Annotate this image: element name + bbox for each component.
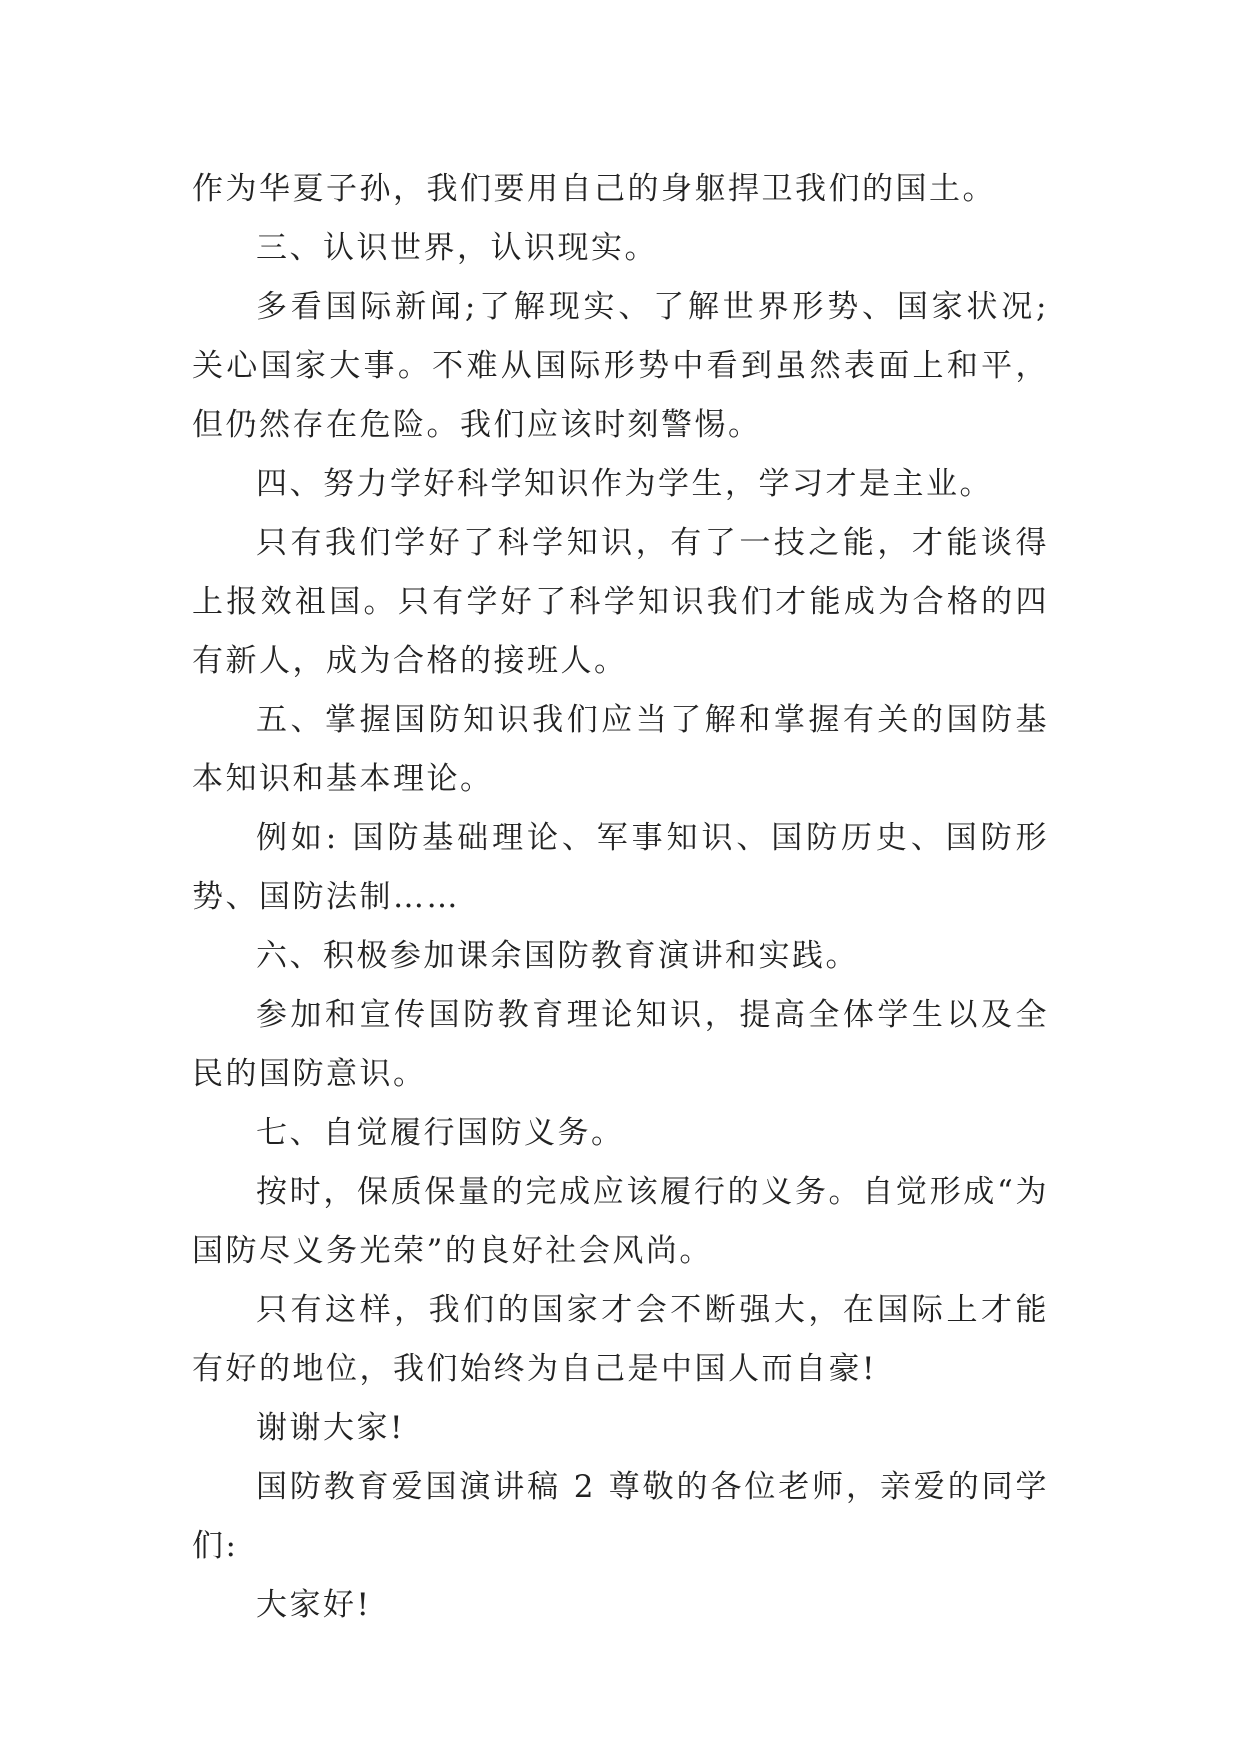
- document-body: [192, 160, 1049, 1635]
- heading-section-5: 五、掌握国防知识我们应当了解和掌握有关的国防基本知识和基本理论。: [192, 702, 1049, 797]
- heading-section-6: 六、积极参加课余国防教育演讲和实践。: [256, 938, 859, 974]
- paragraph-7: 例如: 国防基础理论、军事知识、国防历史、国防形势、国防法制……: [192, 820, 1049, 915]
- paragraph-5: 只有我们学好了科学知识，有了一技之能，才能谈得上报效祖国。只有学好了科学知识我们才能成为合格的四有新人，成为合格的接班人。: [192, 525, 1049, 679]
- greeting-line: 大家好!: [256, 1587, 372, 1623]
- paragraph-9: 参加和宣传国防教育理论知识，提高全体学生以及全民的国防意识。: [192, 997, 1049, 1092]
- heading-section-7: 七、自觉履行国防义务。: [256, 1115, 625, 1151]
- heading-section-4: 四、努力学好科学知识作为学生，学习才是主业。: [256, 466, 993, 502]
- paragraph-thanks: 谢谢大家!: [256, 1410, 405, 1446]
- paragraph-11: 按时，保质保量的完成应该履行的义务。自觉形成“为国防尽义务光荣”的良好社会风尚。: [192, 1174, 1049, 1269]
- paragraph-1: 作为华夏子孙，我们要用自己的身躯捍卫我们的国土。: [192, 171, 996, 207]
- paragraph-12: 只有这样，我们的国家才会不断强大，在国际上才能有好的地位，我们始终为自己是中国人而自豪!: [192, 1292, 1049, 1387]
- heading-section-3: 三、认识世界，认识现实。: [256, 230, 658, 266]
- speech-2-title-line: 国防教育爱国演讲稿 2 尊敬的各位老师，亲爱的同学们:: [192, 1469, 1049, 1564]
- paragraph-3: 多看国际新闻;了解现实、了解世界形势、国家状况;关心国家大事。不难从国际形势中看到虽然表面上和平，但仍然存在危险。我们应该时刻警惕。: [192, 289, 1049, 443]
